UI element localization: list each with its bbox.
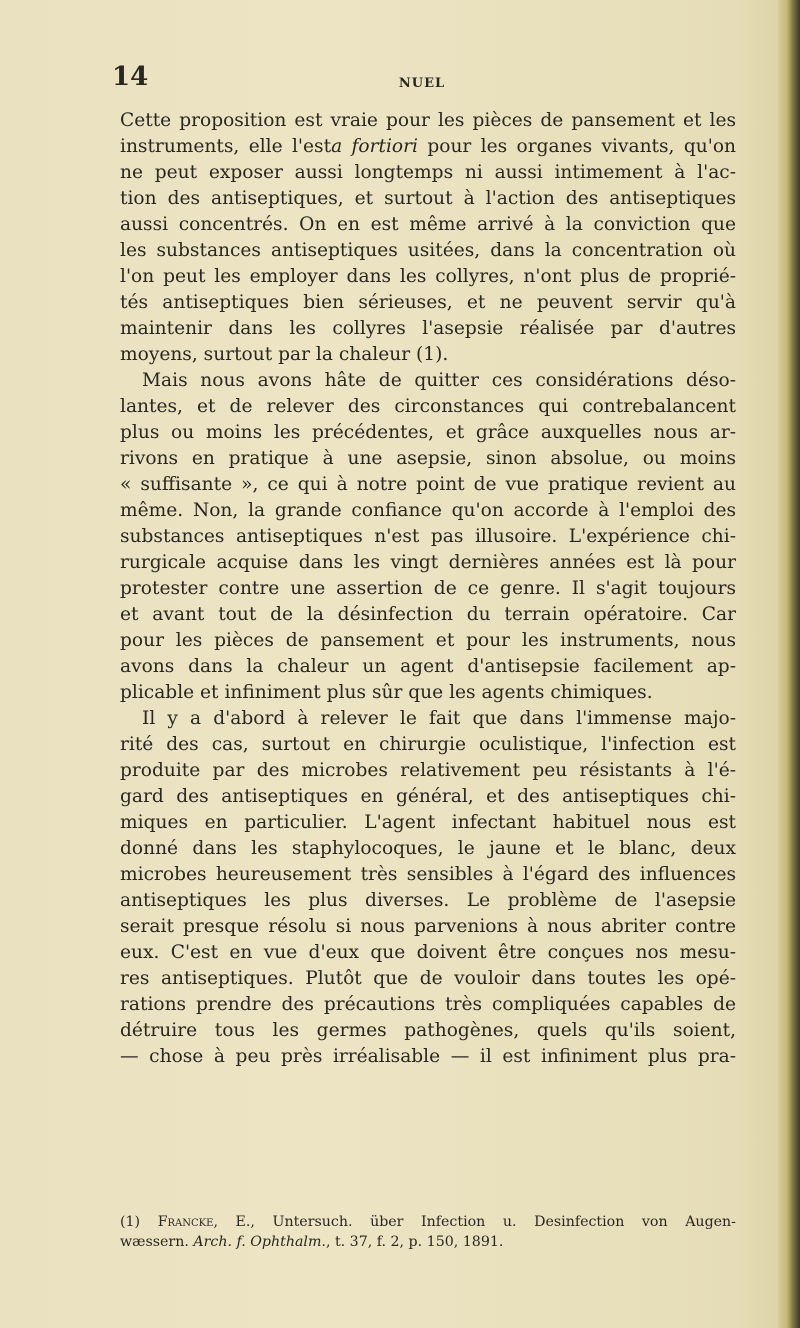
text-line: détruire tous les germes pathogènes, quels qu'ils soient, [120,1020,736,1041]
footnote-line: wæssern. Arch. f. Ophthalm., t. 37, f. 2, p. 150, 1891. [120,1234,504,1250]
text-line: rations prendre des précautions très compliquées capables de [120,994,736,1015]
text-line: gard des antiseptiques en général, et des antiseptiques chi- [120,786,736,807]
text-line: rivons en pratique à une asepsie, sinon absolue, ou moins [120,448,736,469]
text-line: produite par des microbes relativement peu résistants à l'é- [120,760,736,781]
footnote-author: Francke [157,1214,214,1230]
text-line: instruments, elle l'esta fortiori pour les organes vivants, qu'on [120,136,736,157]
text-line: moyens, surtout par la chaleur (1). [120,344,449,365]
text-line: l'on peut les employer dans les collyres, n'ont plus de proprié- [120,266,736,287]
page-edge-shadow [778,0,800,1328]
text-line: Il y a d'abord à relever le fait que dans l'immense majo- [142,708,736,729]
text-line: microbes heureusement très sensibles à l'égard des influences [120,864,736,885]
text-line: plicable et infiniment plus sûr que les agents chimiques. [120,682,653,703]
text-line: plus ou moins les précédentes, et grâce auxquelles nous ar- [120,422,736,443]
text-line: maintenir dans les collyres l'asepsie réalisée par d'autres [120,318,736,339]
text-line: même. Non, la grande confiance qu'on accorde à l'emploi des [120,500,736,521]
text-line: « suffisante », ce qui à notre point de vue pratique revient au [120,474,736,495]
text-line: donné dans les staphylocoques, le jaune et le blanc, deux [120,838,736,859]
footnote-journal: Arch. f. Ophthalm. [193,1234,326,1250]
text-line: aussi concentrés. On en est même arrivé à la conviction que [120,214,736,235]
page-number: 14 [112,62,149,92]
text-line: Mais nous avons hâte de quitter ces considérations déso- [142,370,736,391]
text-line: rité des cas, surtout en chirurgie oculistique, l'infection est [120,734,736,755]
text-line: substances antiseptiques n'est pas illusoire. L'expérience chi- [120,526,736,547]
text-line: les substances antiseptiques usitées, dans la concentration où [120,240,736,261]
text-line: protester contre une assertion de ce genre. Il s'agit toujours [120,578,736,599]
footnote-marker: (1) [120,1214,141,1230]
text-line: eux. C'est en vue d'eux que doivent être conçues nos mesu- [120,942,736,963]
text-line: res antiseptiques. Plutôt que de vouloir dans toutes les opé- [120,968,736,989]
running-head: NUEL [398,76,446,91]
text-line: Cette proposition est vraie pour les pièces de pansement et les [120,110,736,131]
footnote [120,1212,736,1252]
text-line: pour les pièces de pansement et pour les instruments, nous [120,630,736,651]
text-line: lantes, et de relever des circonstances qui contrebalancent [120,396,736,417]
text-line: — chose à peu près irréalisable — il est infiniment plus pra- [120,1046,736,1067]
text-line: rurgicale acquise dans les vingt dernières années est là pour [120,552,736,573]
page-header [112,62,732,102]
text-line: et avant tout de la désinfection du terrain opératoire. Car [120,604,736,625]
text-line: tés antiseptiques bien sérieuses, et ne peuvent servir qu'à [120,292,736,313]
text-line: miques en particulier. L'agent infectant habituel nous est [120,812,736,833]
footnote-line: (1) Francke, E., Untersuch. über Infection u. Desinfection von Augen- [120,1214,736,1230]
body-text [120,108,736,1070]
text-line: ne peut exposer aussi longtemps ni aussi intimement à l'ac- [120,162,736,183]
text-line: antiseptiques les plus diverses. Le problème de l'asepsie [120,890,736,911]
italic-phrase: a fortiori [331,136,418,157]
text-line: serait presque résolu si nous parvenions à nous abriter contre [120,916,736,937]
text-line: tion des antiseptiques, et surtout à l'action des antiseptiques [120,188,736,209]
text-line: avons dans la chaleur un agent d'antisepsie facilement ap- [120,656,736,677]
